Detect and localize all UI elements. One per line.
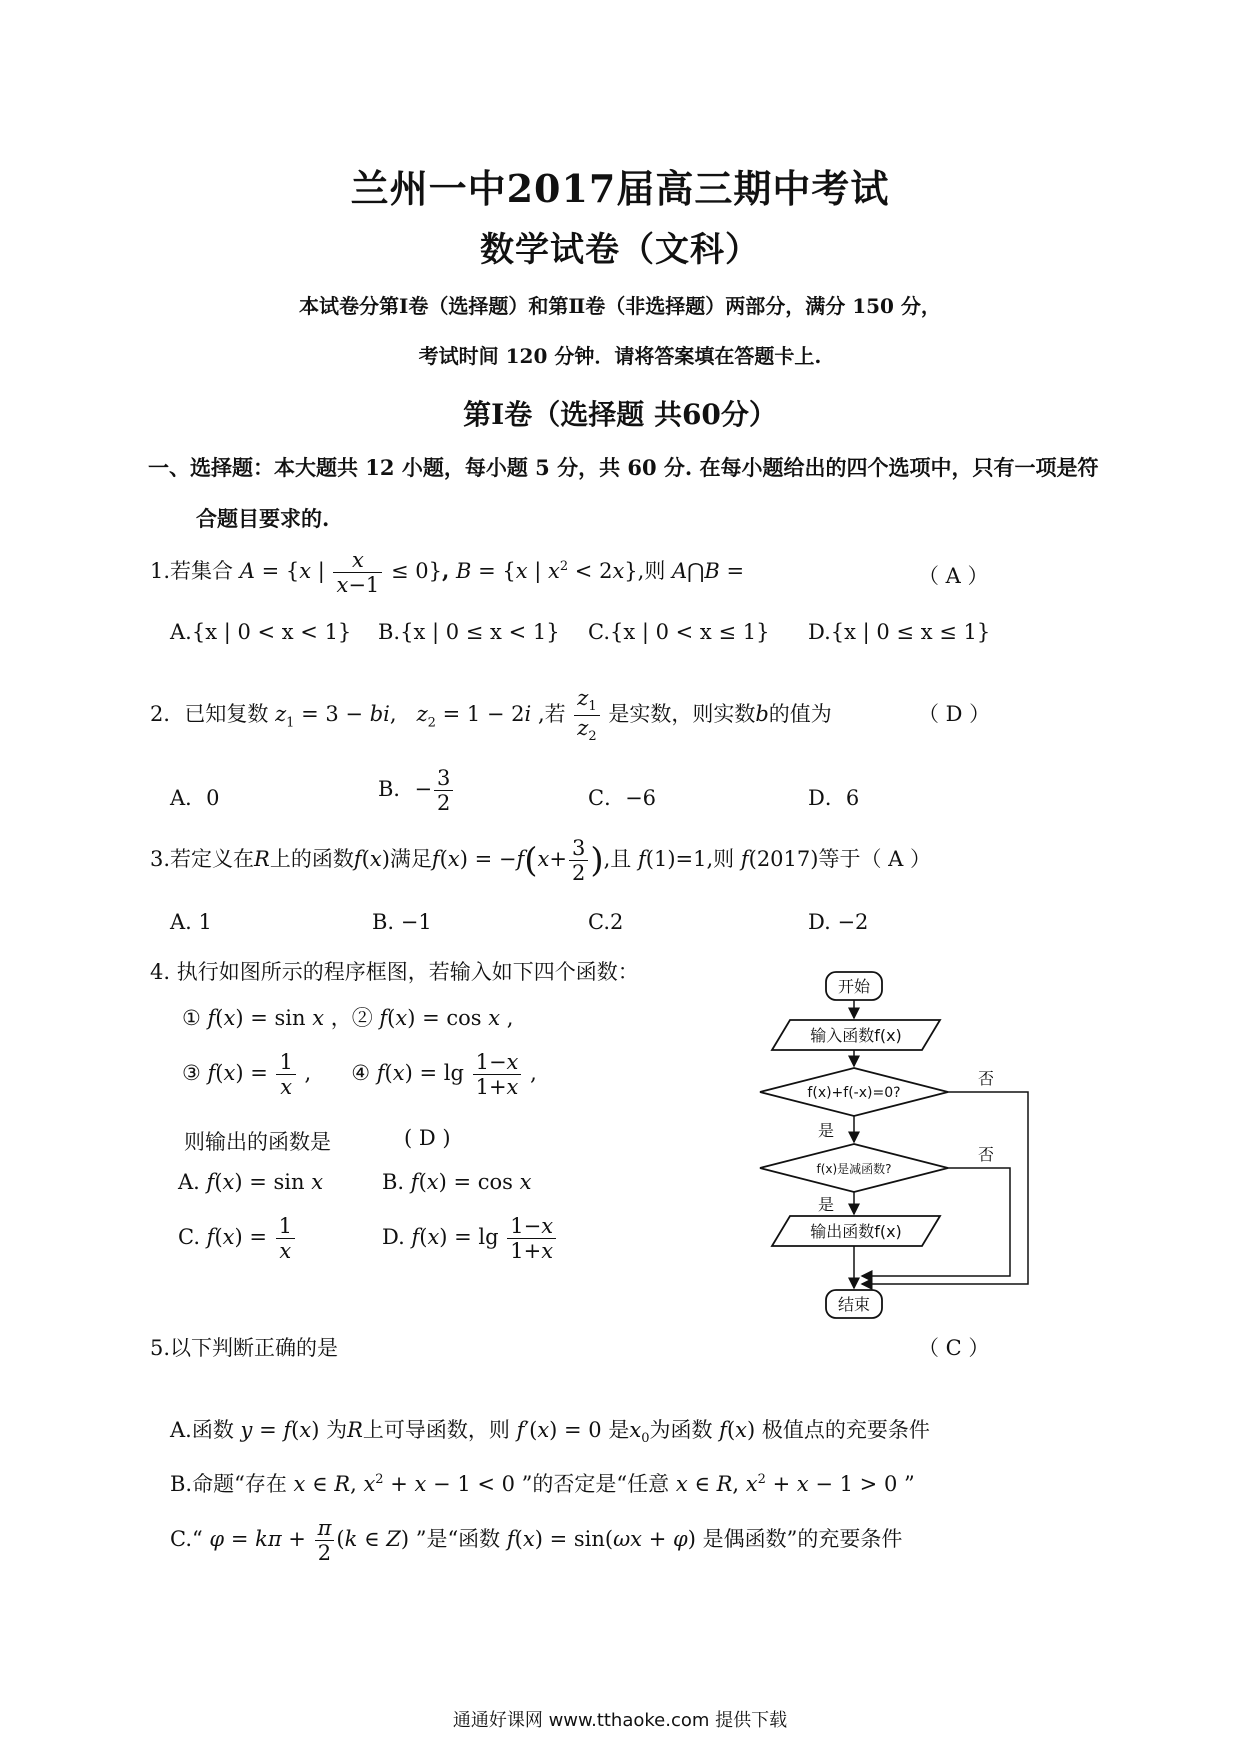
- question-3: 3.若定义在R上的函数f(x)满足f(x) = −f(x+ $\frac{3}{2}$ ),且 f(1)=1,则 f(2017)等于（ A ）: [150, 836, 932, 886]
- part-title: 第Ⅰ卷（选择题 共60分）: [463, 398, 777, 431]
- q3-close: ）: [910, 847, 932, 872]
- q4-functions-3-4: ③ f(x) = $\frac{1}{x}$ , ④ f(x) = lg $\frac{1-x}{1+x}$ ,: [182, 1050, 537, 1100]
- q5-option-c: C.“ φ = kπ + $\frac{\pi}{2}$ (k ∈ Z) ”是“函数 f(x) = sin(ωx + φ) 是偶函数”的充要条件: [170, 1516, 903, 1566]
- flowchart-condition-2-text: f(x)是减函数?: [816, 1162, 892, 1176]
- page-footer: 通通好课网 www.tthaoke.com 提供下载: [452, 1710, 788, 1731]
- q4-option-b: B. f(x) = cos x: [382, 1170, 532, 1194]
- question-2: 2．已知复数 $z_1 = 3$ − bi, $z_2 = 1 - 2i$ ,若 $\frac{z_1}{z_2}$ 是实数，则实数b的值为: [150, 686, 832, 745]
- q3-mid2: 满足: [389, 847, 432, 872]
- intro-line-1: 本试卷分第Ⅰ卷（选择题）和第Ⅱ卷（非选择题）两部分，满分 150 分，: [299, 294, 941, 318]
- question-1: 1.若集合 A = {x | $\frac{x}{x-1}$ ≤ 0}, B = {x | $x^2 < 2x$},则 A⋂B =: [150, 548, 745, 598]
- q4-option-c: C. f(x) = $\frac{1}{x}$: [178, 1214, 297, 1263]
- q5-option-b: B.命题“存在 x ∈ R, $x^2 + x - 1 < 0$ ”的否定是“任意 x ∈ R, $x^2 + x - 1 > 0$ ”: [170, 1472, 915, 1496]
- flowchart-end-text: 结束: [837, 1295, 871, 1314]
- exam-subtitle: 数学试卷（文科）: [480, 230, 760, 270]
- q4-output-line: 则输出的函数是: [184, 1130, 331, 1154]
- q5-answer: （ C ）: [918, 1336, 990, 1360]
- q4-option-a: A. f(x) = sin x: [178, 1170, 324, 1194]
- q3-mid3: ,且: [603, 847, 632, 872]
- question-5: 5.以下判断正确的是: [150, 1336, 339, 1360]
- q2-mid2: 的值为: [768, 702, 832, 727]
- intro-line-2: 考试时间 120 分钟．请将答案填在答题卡上.: [418, 344, 822, 368]
- question-4: 4. 执行如图所示的程序框图，若输入如下四个函数：: [150, 960, 639, 984]
- q3-mid4: ,则: [706, 847, 735, 872]
- flowchart-yes-1: 是: [818, 1121, 835, 1140]
- program-flowchart: [752, 966, 1042, 1322]
- q3-option-c: C.2: [588, 910, 624, 934]
- q3-option-d: D. −2: [808, 910, 869, 934]
- q2-option-b: B．− $\frac{3}{2}$: [378, 766, 455, 815]
- q1-option-d: D.{x | 0 ≤ x ≤ 1}: [808, 620, 991, 644]
- q4-functions-1-2: ① f(x) = sin x ，② f(x) = cos x ,: [182, 1006, 514, 1030]
- section-heading-line-2: 合题目要求的.: [196, 506, 330, 531]
- q4-option-d: D. f(x) = lg $\frac{1-x}{1+x}$: [382, 1214, 558, 1263]
- flowchart-no-2: 否: [978, 1145, 995, 1164]
- q2-mid1: 是实数，则实数: [608, 702, 756, 727]
- q3-option-a: A. 1: [170, 910, 212, 934]
- q1-option-a: A.{x | 0 < x < 1}: [170, 620, 352, 644]
- flowchart-yes-2: 是: [818, 1195, 835, 1214]
- exam-title: 兰州一中2017届高三期中考试: [350, 166, 890, 211]
- flowchart-condition-1-text: f(x)+f(-x)=0?: [807, 1085, 901, 1101]
- q1-option-b: B.{x | 0 ≤ x < 1}: [378, 620, 560, 644]
- q2-option-c: C．−6: [588, 786, 657, 810]
- q1-answer: （ A ）: [918, 564, 989, 588]
- section-heading-line-1: 一、选择题：本大题共 12 小题，每小题 5 分，共 60 分. 在每小题给出的四个选项中，只有一项是符: [148, 455, 1099, 480]
- q2-option-b-label: B．: [378, 777, 415, 802]
- q1-lead: 1.若集合: [150, 559, 240, 584]
- q1-option-c: C.{x | 0 < x ≤ 1}: [588, 620, 770, 644]
- q3-answer: A: [888, 847, 904, 872]
- q2-fraction: $\frac{z_1}{z_2}$: [574, 686, 599, 745]
- q5-option-a: A.函数 y = f(x) 为R上可导函数，则 f′(x) = 0 是$x_0$为函数 f(x) 极值点的充要条件: [170, 1418, 930, 1447]
- flowchart-no-1: 否: [978, 1069, 995, 1088]
- q3-lead: 3.若定义在: [150, 847, 255, 872]
- q4-answer: ( D ): [404, 1126, 451, 1150]
- q2-option-a: A．0: [170, 786, 220, 810]
- flowchart-input-text: 输入函数f(x): [810, 1026, 902, 1045]
- q2-option-d: D．6: [808, 786, 860, 810]
- flowchart-output-text: 输出函数f(x): [810, 1222, 902, 1241]
- q3-mid5: 等于（: [818, 847, 882, 872]
- q2-lead: 2．已知复数: [150, 702, 269, 727]
- q2-answer: （ D ）: [918, 702, 991, 726]
- q3-option-b: B. −1: [372, 910, 432, 934]
- q3-mid1: 上的函数: [269, 847, 354, 872]
- flowchart-start-text: 开始: [837, 977, 871, 996]
- q1-fraction: $\frac{x}{x-1}$: [333, 548, 382, 597]
